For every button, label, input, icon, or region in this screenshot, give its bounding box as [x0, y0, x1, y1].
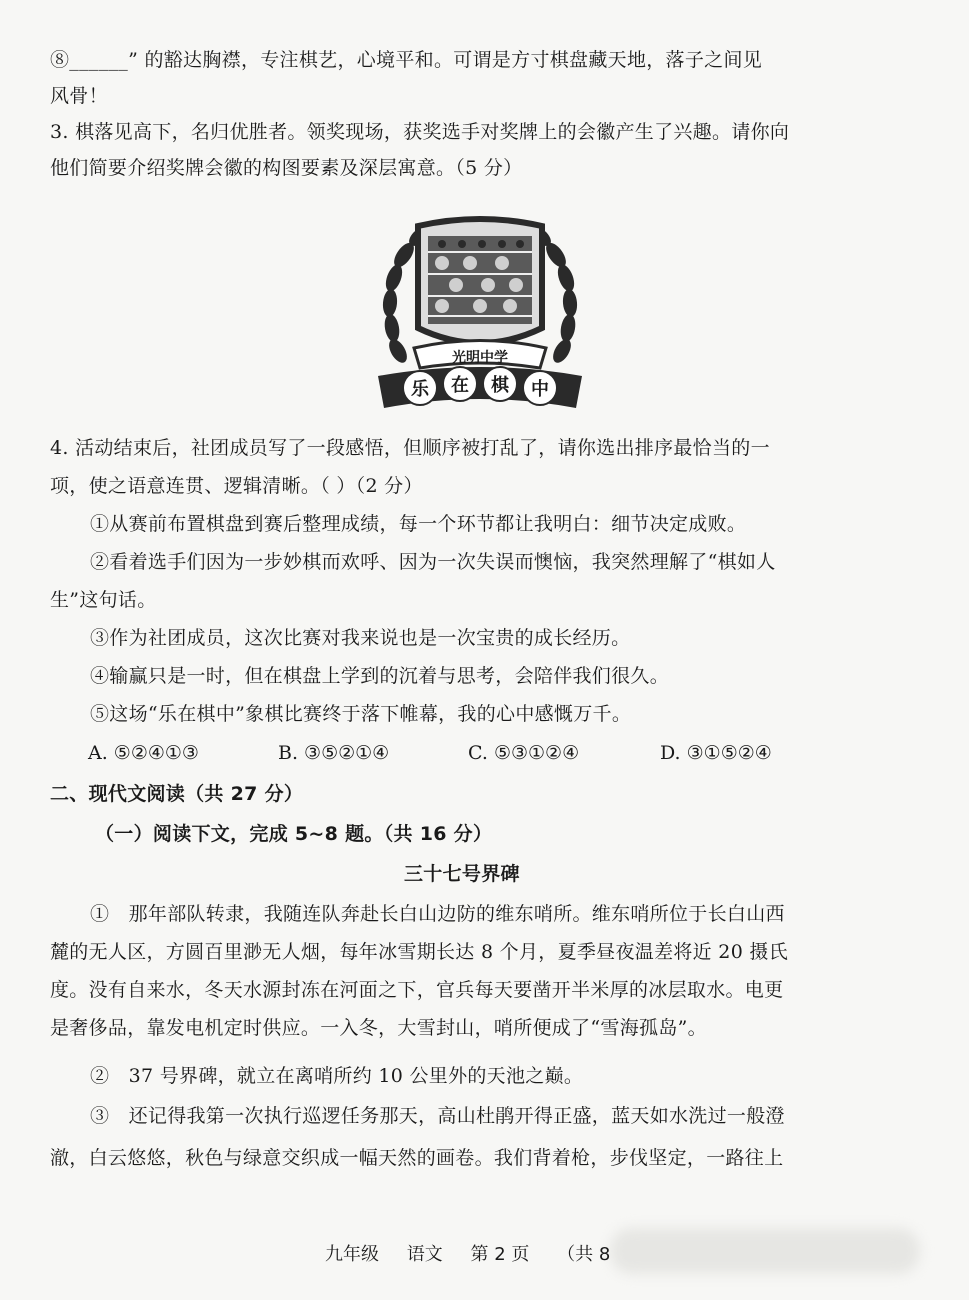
- paragraph-3-cont: 澈，白云悠悠，秋色与绿意交织成一幅天然的画卷。我们背着枪，步伐坚定，一路往上: [50, 1147, 784, 1169]
- question-3-cont: 他们简要介绍奖牌会徽的构图要素及深层寓意。（5 分）: [50, 157, 523, 179]
- footer-subject: 语文: [406, 1244, 443, 1265]
- footer-total: （共 8: [557, 1244, 611, 1265]
- paragraph-2: ② 37 号界碑，就立在离哨所约 10 公里外的天池之巅。: [90, 1065, 584, 1087]
- article-title: 三十七号界碑: [404, 863, 520, 885]
- answer-options: [88, 742, 848, 768]
- question-4: 4. 活动结束后，社团成员写了一段感悟，但顺序被打乱了，请你选出排序最恰当的一: [50, 437, 770, 459]
- option-d: D. ③①⑤②④: [660, 742, 772, 764]
- school-name: 光明中学: [452, 350, 508, 366]
- motto-char: 中: [531, 379, 549, 400]
- text-line: ⑧______” 的豁达胸襟，专注棋艺，心境平和。可谓是方寸棋盘藏天地，落子之间见: [50, 49, 763, 71]
- footer-page: 第 2 页: [470, 1244, 530, 1265]
- question-3: 3. 棋落见高下，名归优胜者。领奖现场，获奖选手对奖牌上的会徽产生了兴趣。请你向: [50, 121, 790, 143]
- option-a: A. ⑤②④①③: [88, 742, 199, 764]
- option-b: B. ③⑤②①④: [278, 742, 390, 764]
- paragraph-1-cont: 是奢侈品，靠发电机定时供应。一入冬，大雪封山，哨所便成了“雪海孤岛”。: [50, 1017, 707, 1039]
- medal-emblem: [370, 208, 590, 418]
- paragraph-1-cont: 度。没有自来水，冬天水源封冻在河面之下，官兵每天要凿开半米厚的冰层取水。电更: [50, 979, 784, 1001]
- paragraph-1: ① 那年部队转隶，我随连队奔赴长白山边防的维东哨所。维东哨所位于长白山西: [90, 903, 785, 925]
- section-heading: 二、现代文阅读（共 27 分）: [50, 783, 304, 805]
- blurred-region: [610, 1228, 920, 1274]
- sentence-4: ④输赢只是一时，但在棋盘上学到的沉着与思考，会陪伴我们很久。: [90, 665, 670, 687]
- sentence-2-cont: 生”这句话。: [50, 589, 157, 611]
- paragraph-1-cont: 麓的无人区，方圆百里渺无人烟，每年冰雪期长达 8 个月，夏季昼夜温差将近 20 摄氏: [50, 941, 789, 963]
- option-c: C. ⑤③①②④: [468, 742, 580, 764]
- motto-char: 棋: [491, 375, 509, 396]
- motto-char: 乐: [411, 379, 429, 400]
- paragraph-3: ③ 还记得我第一次执行巡逻任务那天，高山杜鹃开得正盛，蓝天如水洗过一般澄: [90, 1105, 785, 1127]
- question-4-cont: 项，使之语意连贯、逻辑清晰。（ ）（2 分）: [50, 475, 423, 497]
- sentence-5: ⑤这场“乐在棋中”象棋比赛终于落下帷幕，我的心中感慨万千。: [90, 703, 632, 725]
- footer-grade: 九年级: [325, 1244, 379, 1265]
- sentence-1: ①从赛前布置棋盘到赛后整理成绩，每一个环节都让我明白：细节决定成败。: [90, 513, 747, 535]
- motto-char: 在: [451, 375, 469, 396]
- sentence-2: ②看着选手们因为一步妙棋而欢呼、因为一次失误而懊恼，我突然理解了“棋如人: [90, 551, 776, 573]
- text-line: 风骨！: [50, 85, 108, 107]
- sentence-3: ③作为社团成员，这次比赛对我来说也是一次宝贵的成长经历。: [90, 627, 631, 649]
- subsection-heading: （一）阅读下文，完成 5~8 题。（共 16 分）: [95, 823, 493, 845]
- page-footer: [325, 1240, 632, 1266]
